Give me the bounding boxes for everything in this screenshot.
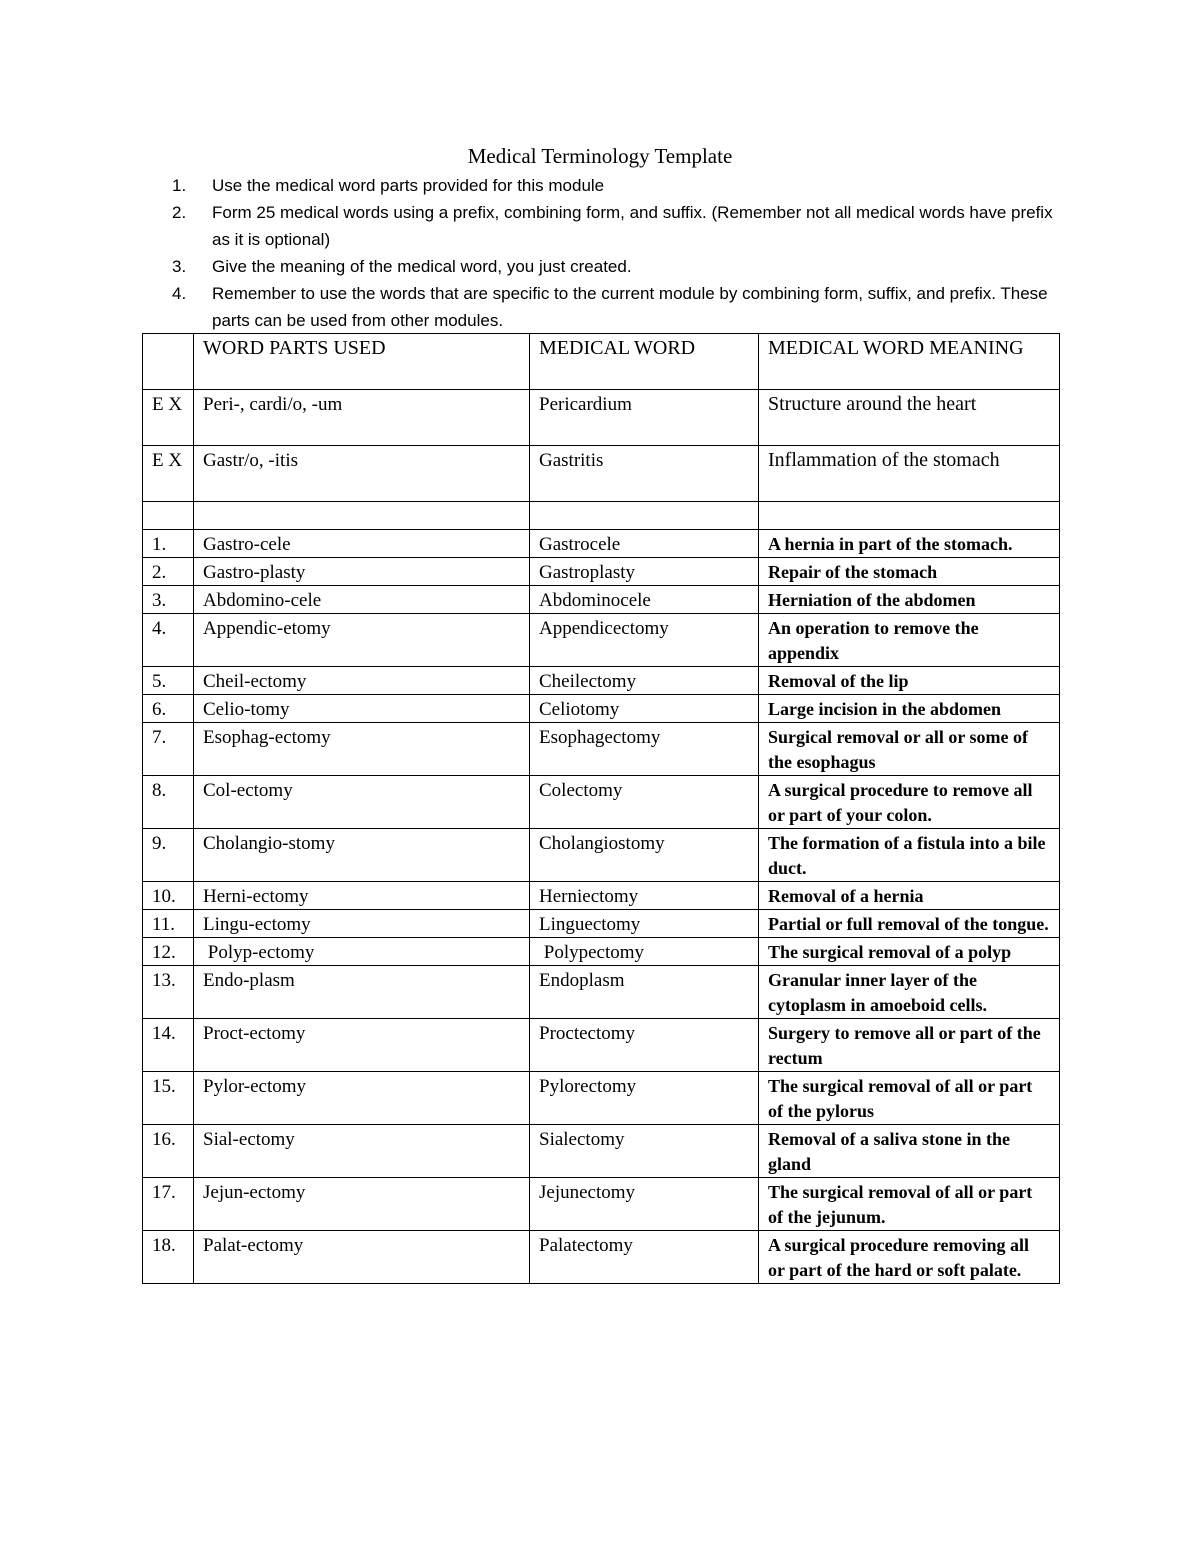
header-number: [143, 334, 194, 390]
blank-row: [143, 502, 1060, 530]
table-row: [143, 1072, 1060, 1125]
instruction-text: Use the medical word parts provided for this module: [212, 176, 605, 195]
row-number-cell: 8.: [143, 776, 194, 829]
medical-word-cell: Colectomy: [530, 776, 759, 829]
word-parts-cell: Gastro-cele: [194, 530, 530, 558]
table-row: [143, 667, 1060, 695]
instruction-text: Remember to use the words that are specific to the current module by combining form, suffix, and prefix. These parts can be used from other modules.: [212, 284, 1048, 330]
meaning-cell: Large incision in the abdomen: [759, 695, 1060, 723]
instruction-text: Form 25 medical words using a prefix, combining form, and suffix. (Remember not all medical words have prefix as it is optional): [212, 203, 1053, 249]
meaning-cell: Removal of the lip: [759, 667, 1060, 695]
example-row: [143, 390, 1060, 446]
instruction-number: 4.: [172, 284, 187, 303]
meaning-cell: Herniation of the abdomen: [759, 586, 1060, 614]
table-row: [143, 1178, 1060, 1231]
medical-word-cell: Celiotomy: [530, 695, 759, 723]
header-word-parts: WORD PARTS USED: [194, 334, 530, 390]
table-row: [143, 829, 1060, 882]
meaning-cell: The surgical removal of all or part of the jejunum.: [759, 1178, 1060, 1231]
word-parts-cell: Proct-ectomy: [194, 1019, 530, 1072]
table-row: [143, 1019, 1060, 1072]
instruction-number: 2.: [172, 203, 187, 222]
blank-cell: [759, 502, 1060, 530]
table-row: [143, 695, 1060, 723]
table-row: [143, 938, 1060, 966]
medical-word-cell: Sialectomy: [530, 1125, 759, 1178]
table-row: [143, 723, 1060, 776]
word-parts-cell: Esophag-ectomy: [194, 723, 530, 776]
table-row: [143, 530, 1060, 558]
medical-word-cell: Appendicectomy: [530, 614, 759, 667]
row-number-cell: 15.: [143, 1072, 194, 1125]
table-row: [143, 776, 1060, 829]
word-parts-cell: Palat-ectomy: [194, 1231, 530, 1284]
word-parts-cell: Col-ectomy: [194, 776, 530, 829]
word-parts-cell: Endo-plasm: [194, 966, 530, 1019]
table-row: [143, 586, 1060, 614]
word-parts-cell: Abdomino-cele: [194, 586, 530, 614]
example-label: E X: [143, 446, 194, 502]
meaning-cell: Removal of a hernia: [759, 882, 1060, 910]
word-parts-cell: Herni-ectomy: [194, 882, 530, 910]
instruction-text: Give the meaning of the medical word, you just created.: [212, 257, 632, 276]
row-number-cell: 7.: [143, 723, 194, 776]
instruction-item: [172, 172, 1062, 199]
word-parts-cell: Sial-ectomy: [194, 1125, 530, 1178]
row-number-cell: 3.: [143, 586, 194, 614]
instruction-number: 1.: [172, 176, 187, 195]
example-row: [143, 446, 1060, 502]
meaning-cell: Partial or full removal of the tongue.: [759, 910, 1060, 938]
row-number-cell: 5.: [143, 667, 194, 695]
meaning-cell: The formation of a fistula into a bile duct.: [759, 829, 1060, 882]
word-parts-cell: Peri-, cardi/o, -um: [194, 390, 530, 446]
meaning-cell: Removal of a saliva stone in the gland: [759, 1125, 1060, 1178]
word-parts-cell: Appendic-etomy: [194, 614, 530, 667]
meaning-cell: Granular inner layer of the cytoplasm in amoeboid cells.: [759, 966, 1060, 1019]
medical-word-cell: Gastritis: [530, 446, 759, 502]
instructions-list: [172, 172, 1062, 334]
table-row: [143, 614, 1060, 667]
row-number-cell: 13.: [143, 966, 194, 1019]
row-number-cell: 10.: [143, 882, 194, 910]
meaning-cell: A surgical procedure to remove all or part of your colon.: [759, 776, 1060, 829]
meaning-cell: Repair of the stomach: [759, 558, 1060, 586]
word-parts-cell: Gastr/o, -itis: [194, 446, 530, 502]
table-row: [143, 910, 1060, 938]
row-number-cell: 1.: [143, 530, 194, 558]
example-label: E X: [143, 390, 194, 446]
table-header-row: [143, 334, 1060, 390]
row-number-cell: 18.: [143, 1231, 194, 1284]
meaning-cell: Structure around the heart: [759, 390, 1060, 446]
medical-word-cell: Polypectomy: [530, 938, 759, 966]
medical-word-cell: Gastrocele: [530, 530, 759, 558]
row-number-cell: 6.: [143, 695, 194, 723]
row-number-cell: 4.: [143, 614, 194, 667]
medical-word-cell: Cheilectomy: [530, 667, 759, 695]
instruction-item: [172, 199, 1062, 253]
word-parts-cell: Cholangio-stomy: [194, 829, 530, 882]
header-medical-word: MEDICAL WORD: [530, 334, 759, 390]
row-number-cell: 12.: [143, 938, 194, 966]
instruction-item: [172, 253, 1062, 280]
medical-word-cell: Palatectomy: [530, 1231, 759, 1284]
medical-word-cell: Endoplasm: [530, 966, 759, 1019]
document-title: Medical Terminology Template: [467, 144, 733, 168]
row-number-cell: 2.: [143, 558, 194, 586]
meaning-cell: Inflammation of the stomach: [759, 446, 1060, 502]
word-parts-cell: Celio-tomy: [194, 695, 530, 723]
meaning-cell: The surgical removal of all or part of the pylorus: [759, 1072, 1060, 1125]
medical-word-cell: Cholangiostomy: [530, 829, 759, 882]
blank-cell: [143, 502, 194, 530]
header-meaning: MEDICAL WORD MEANING: [759, 334, 1060, 390]
meaning-cell: A surgical procedure removing all or part of the hard or soft palate.: [759, 1231, 1060, 1284]
word-parts-cell: Gastro-plasty: [194, 558, 530, 586]
medical-word-cell: Abdominocele: [530, 586, 759, 614]
row-number-cell: 17.: [143, 1178, 194, 1231]
word-parts-cell: Jejun-ectomy: [194, 1178, 530, 1231]
medical-word-cell: Pylorectomy: [530, 1072, 759, 1125]
table-row: [143, 1125, 1060, 1178]
row-number-cell: 9.: [143, 829, 194, 882]
blank-cell: [194, 502, 530, 530]
word-parts-cell: Pylor-ectomy: [194, 1072, 530, 1125]
word-parts-cell: Cheil-ectomy: [194, 667, 530, 695]
medical-word-cell: Esophagectomy: [530, 723, 759, 776]
terminology-table: [142, 333, 1060, 1284]
medical-word-cell: Gastroplasty: [530, 558, 759, 586]
word-parts-cell: Polyp-ectomy: [194, 938, 530, 966]
table-row: [143, 882, 1060, 910]
medical-word-cell: Pericardium: [530, 390, 759, 446]
meaning-cell: An operation to remove the appendix: [759, 614, 1060, 667]
row-number-cell: 11.: [143, 910, 194, 938]
instruction-number: 3.: [172, 257, 187, 276]
row-number-cell: 16.: [143, 1125, 194, 1178]
word-parts-cell: Lingu-ectomy: [194, 910, 530, 938]
table-row: [143, 966, 1060, 1019]
table-row: [143, 558, 1060, 586]
meaning-cell: A hernia in part of the stomach.: [759, 530, 1060, 558]
medical-word-cell: Proctectomy: [530, 1019, 759, 1072]
medical-word-cell: Jejunectomy: [530, 1178, 759, 1231]
meaning-cell: Surgical removal or all or some of the esophagus: [759, 723, 1060, 776]
row-number-cell: 14.: [143, 1019, 194, 1072]
table-row: [143, 1231, 1060, 1284]
medical-word-cell: Herniectomy: [530, 882, 759, 910]
meaning-cell: Surgery to remove all or part of the rectum: [759, 1019, 1060, 1072]
medical-word-cell: Linguectomy: [530, 910, 759, 938]
instruction-item: [172, 280, 1062, 334]
meaning-cell: The surgical removal of a polyp: [759, 938, 1060, 966]
blank-cell: [530, 502, 759, 530]
